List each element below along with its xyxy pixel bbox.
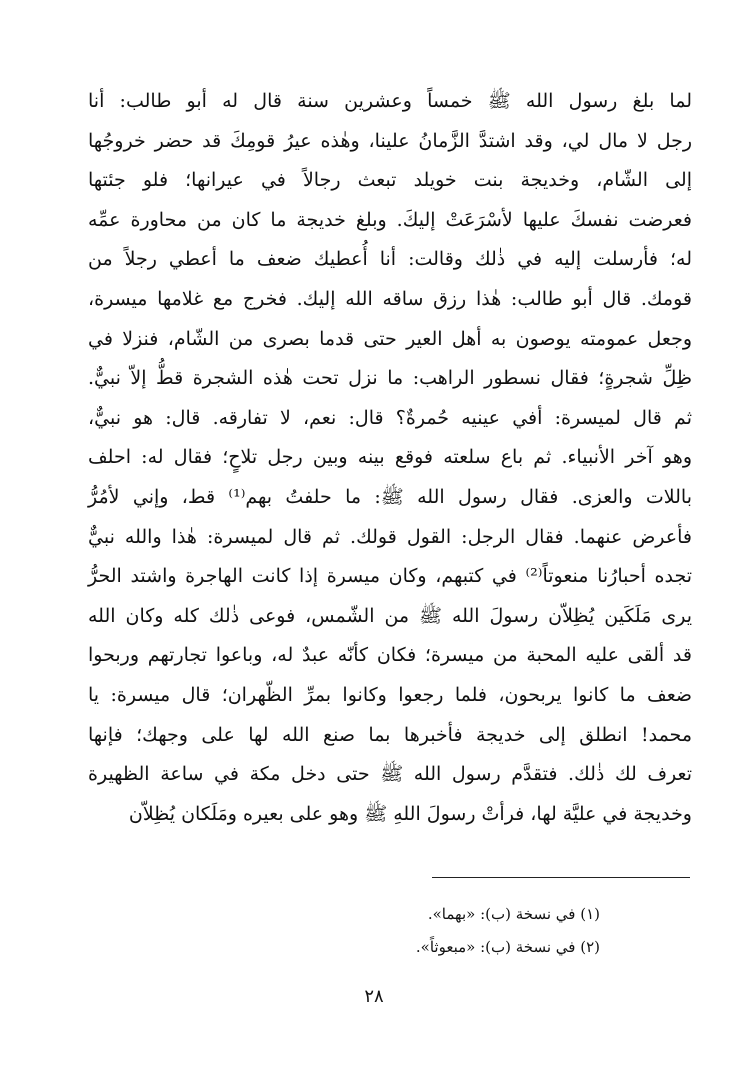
footnote-divider [432, 877, 690, 878]
text-line: ضعف ما كانوا يربحون، فلما رجعوا وكانوا بمرِّ الظّهران؛ قال ميسرة: يا [88, 683, 692, 706]
text-line: ثم قال لميسرة: أفي عينيه حُمرةٌ؟ قال: نعم، لا تفارقه. قال: هو نبيٌّ، [88, 406, 692, 429]
text-line: رجل لا مال لي، وقد اشتدَّ الزَّمانُ علينا، وهٰذه عيرُ قومِكَ قد حضر خروجُها [88, 129, 692, 152]
footnotes [300, 898, 600, 964]
text-line: فعرضت نفسكَ عليها لأسْرَعَتْ إليكَ. وبلغ خديجة ما كان من محاورة عمِّه [88, 208, 692, 231]
text-line: تجده أحبارُنا منعوتاً⁽²⁾ في كتبهم، وكان ميسرة إذا كانت الهاجرة واشتد الحرُّ [88, 565, 692, 588]
footnote-1: (١) في نسخة (ب): «بهما». [427, 905, 600, 923]
page-number: ٢٨ [364, 986, 384, 1007]
text-line: تعرف لك ذٰلك. فتقدَّم رسول الله ﷺ حتى دخل مكة في ساعة الظهيرة [88, 763, 692, 786]
text-line: وجعل عمومته يوصون به أهل العير حتى قدما بصرى من الشّام، فنزلا في [88, 327, 692, 350]
text-line: محمد! انطلق إلى خديجة فأخبرها بما صنع الله لها على وجهك؛ فإنها [88, 723, 692, 746]
text-line: له؛ فأرسلت إليه في ذٰلك وقالت: أنا أُعطيك ضعف ما أعطي رجلاً من [88, 248, 692, 271]
text-line: لما بلغ رسول الله ﷺ خمساً وعشرين سنة قال له أبو طالب: أنا [88, 90, 692, 112]
text-line: وخديجة في عليَّة لها، فرأتْ رسولَ اللهِ ﷺ وهو على بعيره ومَلَكان يُظِلاّن [128, 802, 692, 825]
text-line: وهو آخر الأنبياء. ثم باع سلعته فوقع بينه وبين رجل تلاحٍ؛ فقال له: احلف [88, 446, 692, 469]
footnote-2: (٢) في نسخة (ب): «مبعوثاً». [415, 938, 600, 956]
text-line: ظِلِّ شجرةٍ؛ فقال نسطور الراهب: ما نزل تحت هٰذه الشجرة قطُّ إلاّ نبيٌّ. [88, 367, 692, 390]
text-line: يرى مَلَكَين يُظِلاّن رسولَ الله ﷺ من الشّمس، فوعى ذٰلك كله وكان الله [88, 604, 692, 627]
body-text [88, 82, 692, 834]
text-line: فأعرض عنهما. فقال الرجل: القول قولك. ثم قال لميسرة: هٰذا والله نبيٌّ [88, 525, 692, 548]
text-line: قد ألقى عليه المحبة من ميسرة؛ فكان كأنّه عبدٌ له، وباعوا تجارتهم وربحوا [88, 644, 692, 667]
text-line: قومك. قال أبو طالب: هٰذا رزق ساقه الله إليك. فخرج مع غلامها ميسرة، [88, 287, 692, 310]
text-line: باللات والعزى. فقال رسول الله ﷺ: ما حلفتُ بهم⁽¹⁾ قط، وإني لأمُرُّ [88, 485, 692, 508]
text-line: إلى الشّام، وخديجة بنت خويلد تبعث رجالاً في عيرانها؛ فلو جئتها [88, 169, 692, 192]
